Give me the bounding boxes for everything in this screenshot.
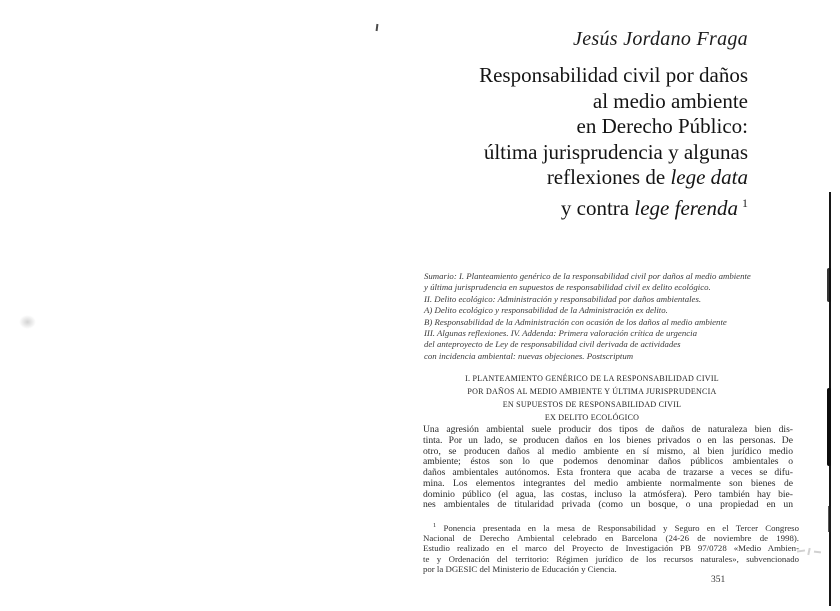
page-number: 351: [711, 575, 726, 585]
footnote: [423, 521, 799, 574]
title-line: última jurisprudencia y algunas: [483, 139, 748, 164]
section-heading-line: I. PLANTEAMIENTO GENÉRICO DE LA RESPONSABILIDAD CIVIL: [465, 374, 719, 383]
sumario-line: y última jurisprudencia en supuestos de responsabilidad civil ex delito ecológico.: [424, 282, 711, 293]
body-line: Una agresión ambiental suele producir dos tipos de daños de naturaleza bien dis-: [423, 424, 793, 435]
body-line: mina. Los elementos integrantes del medio ambiente normalmente son bienes de: [423, 477, 793, 489]
body-paragraph: [423, 425, 793, 511]
sumario-abstract: [424, 271, 790, 362]
footnote-line: Estudio realizado en el marco del Proyecto de Investigación PB 97/0728 «Medio Ambien-: [423, 543, 799, 554]
footnote-line: te y Ordenación del territorio: Régimen jurídico de los recursos naturales», subvencionado: [423, 553, 799, 564]
title-line-italic: lege data: [670, 165, 748, 189]
pencil-stroke: [797, 549, 805, 552]
pencil-stroke: [807, 548, 810, 555]
title-line-text: y contra: [560, 195, 635, 220]
title-line-italic: lege ferenda: [634, 195, 738, 220]
scan-tick-artifact: [376, 24, 379, 31]
footnote-ref-superscript: 1: [742, 195, 748, 210]
author-name: Jesús Jordano Fraga: [573, 28, 748, 50]
body-line: otro, se producen daños al medio ambiente en sí mismo, al bien jurídico medio: [423, 445, 793, 457]
body-line: tinta. Por un lado, se producen daños en los bienes privados o en las personas. De: [423, 434, 793, 446]
section-heading: [424, 372, 760, 424]
section-heading-line: EX DELITO ECOLÓGICO: [544, 413, 640, 422]
footnote-line: [423, 521, 799, 533]
title-line: Responsabilidad civil por daños: [479, 63, 748, 87]
title-line-text: reflexiones de: [546, 165, 671, 189]
footnote-line: Nacional de Derecho Ambiental celebrado en Barcelona (24-26 de noviembre de 1998).: [423, 533, 799, 544]
body-line: ambiente; éstos son lo que podemos denominar daños públicos ambientales o: [423, 456, 793, 468]
paper-title: [380, 63, 748, 221]
section-heading-line: POR DAÑOS AL MEDIO AMBIENTE Y ÚLTIMA JURISPRUDENCIA: [467, 387, 717, 396]
body-line: dominio público (el agua, las costas, incluso la atmósfera). Pero también hay bie-: [423, 488, 793, 500]
title-line: [380, 165, 748, 191]
scan-ink-blotch: [827, 388, 831, 466]
body-line: daños ambientales autónomos. Esta frontera que acaba de trazarse a veces se difu-: [423, 467, 793, 478]
sumario-line: del anteproyecto de Ley de responsabilidad civil derivada de actividades: [424, 339, 681, 350]
footnote-line-text: Ponencia presentada en la mesa de Responsabilidad y Seguro en el Tercer Congreso: [436, 522, 799, 533]
sumario-line: Sumario: I. Planteamiento genérico de la responsabilidad civil por daños al medio ambiente: [424, 271, 751, 281]
pencil-stroke: [814, 551, 821, 553]
title-line: en Derecho Público:: [576, 114, 748, 138]
sumario-line: II. Delito ecológico: Administración y responsabilidad por daños ambientales.: [424, 293, 702, 304]
footnote-marker: 1: [433, 522, 437, 529]
body-line: nes ambientales de titularidad privada (como un bosque, o una propiedad en un: [423, 499, 793, 511]
sumario-line: con incidencia ambiental: nuevas objeciones. Postscriptum: [424, 350, 634, 361]
title-line: al medio ambiente: [592, 88, 748, 113]
footnote-line: por la DGESIC del Ministerio de Educación y Ciencia.: [423, 563, 617, 574]
sumario-line: A) Delito ecológico y responsabilidad de la Administración ex delito.: [424, 305, 668, 316]
sumario-line: III. Algunas reflexiones. IV. Addenda: Primera valoración crítica de urgencia: [424, 328, 697, 339]
scan-ink-blotch: [827, 268, 831, 302]
margin-pencil-mark: [795, 545, 823, 558]
scan-ink-blotch: [828, 506, 831, 532]
sumario-line: B) Responsabilidad de la Administración con ocasión de los daños al medio ambiente: [424, 316, 727, 327]
title-line: [380, 191, 748, 222]
section-heading-line: EN SUPUESTOS DE RESPONSABILIDAD CIVIL: [502, 400, 682, 409]
scan-smudge-artifact: [19, 315, 36, 329]
